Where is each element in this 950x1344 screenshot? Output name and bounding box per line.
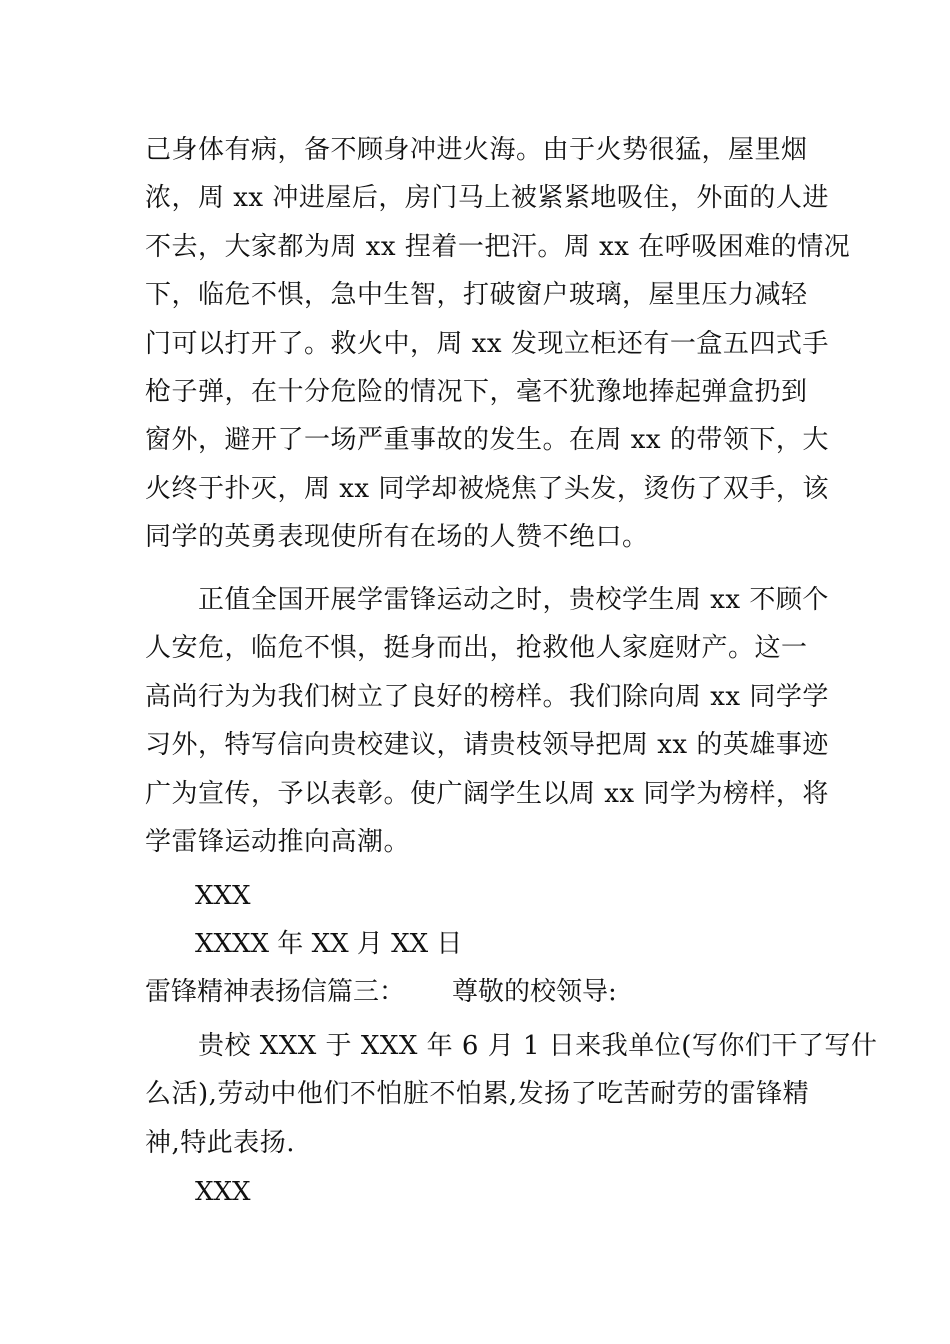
text-line: 窗外，避开了一场严重事故的发生。在周 xx 的带领下，大 [145, 425, 829, 456]
text-line: 浓，周 xx 冲进屋后，房门马上被紧紧地吸住，外面的人进 [145, 183, 829, 214]
paragraph-1 [145, 126, 851, 562]
signature: XXX [195, 1177, 251, 1207]
text-line: 广为宣传，予以表彰。使广阔学生以周 xx 同学为榜样，将 [145, 778, 829, 809]
text-line: 正值全国开展学雷锋运动之时，贵校学生周 xx 不顾个 [145, 585, 829, 615]
paragraph-2 [145, 576, 829, 866]
signature: XXX [195, 881, 251, 911]
text-line: 火终于扑灭，周 xx 同学却被烧焦了头发，烫伤了双手，该 [145, 473, 829, 504]
date-line: XXXX 年 XX 月 XX 日 [195, 929, 463, 959]
section-heading: 雷锋精神表扬信篇三： [145, 977, 406, 1007]
salutation: 尊敬的校领导: [452, 977, 617, 1007]
text-line: 高尚行为为我们树立了良好的榜样。我们除向周 xx 同学学 [145, 681, 829, 712]
text-line: 神,特此表扬. [145, 1127, 296, 1158]
text-line: 贵校 XXX 于 XXX 年 6 月 1 日来我单位(写你们干了写什 [145, 1031, 878, 1061]
text-line: 枪子弹，在十分危险的情况下，毫不犹豫地捧起弹盒扔到 [145, 376, 808, 407]
text-line: 学雷锋运动推向高潮。 [145, 826, 411, 857]
text-line: 门可以打开了。救火中，周 xx 发现立柜还有一盒五四式手 [145, 328, 829, 359]
text-line: 人安危，临危不惧，挺身而出，抢救他人家庭财产。这一 [145, 633, 808, 664]
text-line: 同学的英勇表现使所有在场的人赞不绝口。 [145, 522, 649, 553]
text-line: 么活),劳动中他们不怕脏不怕累,发扬了吃苦耐劳的雷锋精 [145, 1079, 810, 1110]
text-line: 下，临危不惧，急中生智，打破窗户玻璃，屋里压力减轻 [145, 280, 808, 311]
text-line: 己身体有病，备不顾身冲进火海。由于火势很猛，屋里烟 [145, 135, 808, 165]
text-line: 不去，大家都为周 xx 捏着一把汗。周 xx 在呼吸困难的情况 [145, 231, 851, 262]
text-line: 习外，特写信向贵校建议，请贵枝领导把周 xx 的英雄事迹 [145, 730, 829, 761]
paragraph-3 [145, 1022, 878, 1167]
